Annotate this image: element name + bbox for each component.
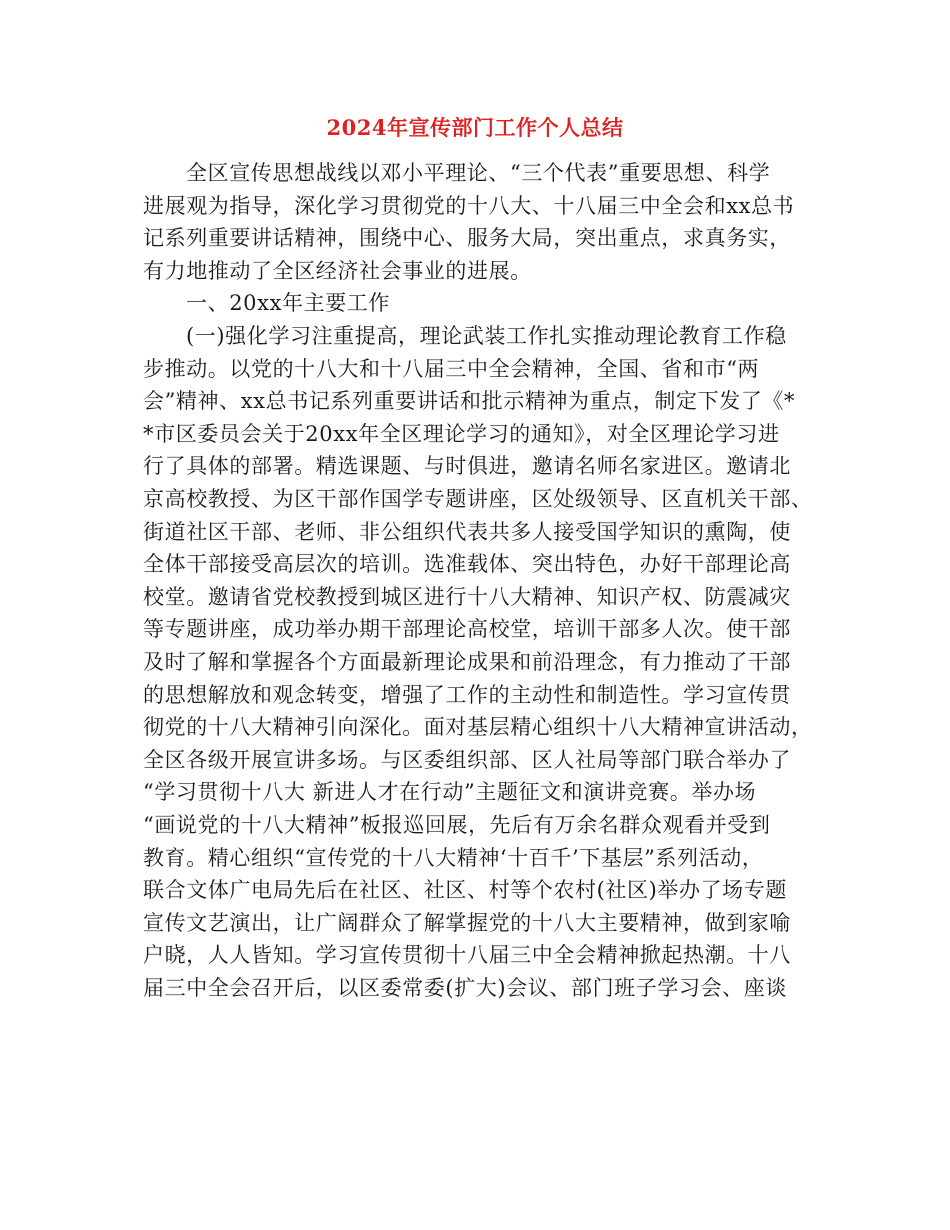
text-line: (一)强化学习注重提高，理论武装工作扎实推动理论教育工作稳 <box>186 324 787 348</box>
document-title: 2024年宣传部门工作个人总结 <box>326 115 624 140</box>
text-line: 行了具体的部署。精选课题、与时俱进，邀请名师名家进区。邀请北 <box>143 454 791 479</box>
text-line: 等专题讲座，成功举办期干部理论高校堂，培训干部多人次。使干部 <box>143 617 791 642</box>
text-line: 的思想解放和观念转变，增强了工作的主动性和制造性。学习宣传贯 <box>143 682 791 707</box>
text-line: *市区委员会关于20xx年全区理论学习的通知》，对全区理论学习进 <box>143 421 780 446</box>
text-line: 全体干部接受高层次的培训。选准载体、突出特色，办好干部理论高 <box>143 552 791 577</box>
text-line: 及时了解和掌握各个方面最新理论成果和前沿理念，有力推动了干部 <box>143 650 791 674</box>
text-line: 有力地推动了全区经济社会事业的进展。 <box>143 258 532 283</box>
text-line: 届三中全会召开后，以区委常委(扩大)会议、部门班子学习会、座谈 <box>143 976 787 1000</box>
text-line: 联合文体广电局先后在社区、社区、村等个农村(社区)举办了场专题 <box>143 878 787 903</box>
text-line: “学习贯彻十八大 新进人才在行动”主题征文和演讲竞赛。举办场 <box>143 780 757 805</box>
text-line: 记系列重要讲话精神，围绕中心、服务大局，突出重点，求真务实， <box>143 226 791 251</box>
text-line: 教育。精心组织“宣传党的十八大精神‘十百千’下基层”系列活动， <box>143 845 764 870</box>
text-line: 全区各级开展宣讲多场。与区委组织部、区人社局等部门联合举办了 <box>143 747 791 772</box>
text-line: 宣传文艺演出，让广阔群众了解掌握党的十八大主要精神，做到家喻 <box>143 910 791 935</box>
text-line: 一、20xx年主要工作 <box>186 291 391 316</box>
text-line: 步推动。以党的十八大和十八届三中全会精神，全国、省和市“两 <box>143 356 760 381</box>
text-line: 彻党的十八大精神引向深化。面对基层精心组织十八大精神宣讲活动， <box>143 715 813 740</box>
text-line: 户晓，人人皆知。学习宣传贯彻十八届三中全会精神掀起热潮。十八 <box>143 943 791 968</box>
text-line: 全区宣传思想战线以邓小平理论、“三个代表”重要思想、科学 <box>186 161 771 185</box>
text-line: 京高校教授、为区干部作国学专题讲座，区处级领导、区直机关干部、 <box>143 487 813 511</box>
text-line: “画说党的十八大精神”板报巡回展，先后有万余名群众观看并受到 <box>143 813 771 837</box>
text-line: 会”精神、xx总书记系列重要讲话和批示精神为重点，制定下发了《* <box>143 389 796 414</box>
text-line: 进展观为指导，深化学习贯彻党的十八大、十八届三中全会和xx总书 <box>143 193 795 218</box>
text-line: 街道社区干部、老师、非公组织代表共多人接受国学知识的熏陶，使 <box>143 519 791 544</box>
text-line: 校堂。邀请省党校教授到城区进行十八大精神、知识产权、防震减灾 <box>143 584 791 609</box>
